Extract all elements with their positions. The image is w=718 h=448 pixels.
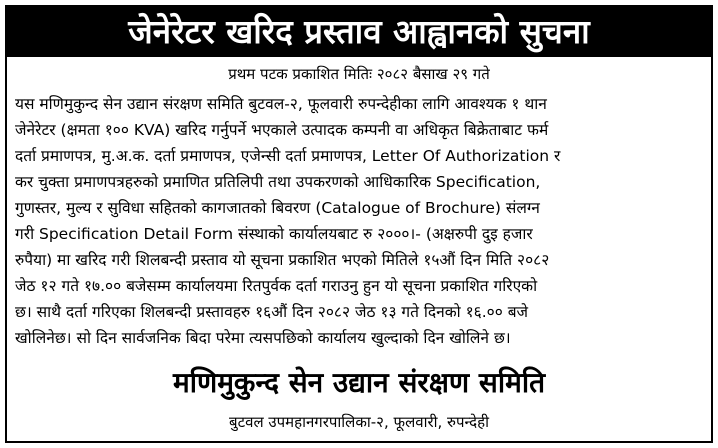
organization-name: मणिमुकुन्द सेन उद्यान संरक्षण समिति — [172, 366, 546, 399]
body-line-2: जेनेरेटर (क्षमता १०० KVA) खरिद गर्नुपर्ने भएकाले उत्पादक कम्पनी वा अधिकृत बिक्रेताबाट फर्म — [15, 121, 549, 139]
body-line-5: गुणस्तर, मुल्य र सुविधा सहितको कागजातको बिवरण (Catalogue of Brochure) संलग्न — [15, 199, 540, 217]
notice-frame — [5, 5, 713, 443]
body-line-4: कर चुक्ता प्रमाणपत्रहरुको प्रमाणित प्रतिलिपी तथा उपकरणको आधिकारिक Specification, — [15, 173, 541, 191]
body-line-8: जेठ १२ गते १७.०० बजेसम्म कार्यालयमा रितपुर्वक दर्ता गराउनु हुन यो सूचना प्रकाशित गरिएको — [15, 277, 538, 295]
body-line-3: दर्ता प्रमाणपत्र, मु.अ.क. दर्ता प्रमाणपत्र, एजेन्सी दर्ता प्रमाणपत्र, Letter Of Authorization र — [15, 147, 561, 165]
body-line-9: छ। साथै दर्ता गरिएका शिलबन्दी प्रस्तावहरु १६औं दिन २०८२ जेठ १३ गते दिनको १६.०० बजे — [15, 303, 529, 321]
published-date: प्रथम पटक प्रकाशित मितिः २०८२ बैसाख २९ गते — [228, 65, 490, 83]
body-line-10: खोलिनेछ। सो दिन सार्वजनिक बिदा परेमा त्यसपछिको कार्यालय खुल्दाको दिन खोलिने छ। — [15, 329, 511, 347]
body-line-7: रुपैया) मा खरिद गरी शिलबन्दी प्रस्ताव यो सूचना प्रकाशित भएको मितिले १५औं दिन मिति २०८२ — [15, 251, 550, 269]
body-line-1: यस मणिमुकुन्द सेन उद्यान संरक्षण समिति बुटवल-२, फूलवारी रुपन्देहीका लागि आवश्यक १ थान — [15, 95, 547, 113]
body-line-6: गरी Specification Detail Form संस्थाको कार्यालयबाट रु २०००।- (अक्षरुपी दुइ हजार — [15, 225, 533, 243]
notice-title: जेनेरेटर खरिद प्रस्ताव आह्वानको सुचना — [7, 7, 711, 57]
organization-address: बुटवल उपमहानगरपालिका-२, फूलवारी, रुपन्देही — [229, 413, 489, 431]
